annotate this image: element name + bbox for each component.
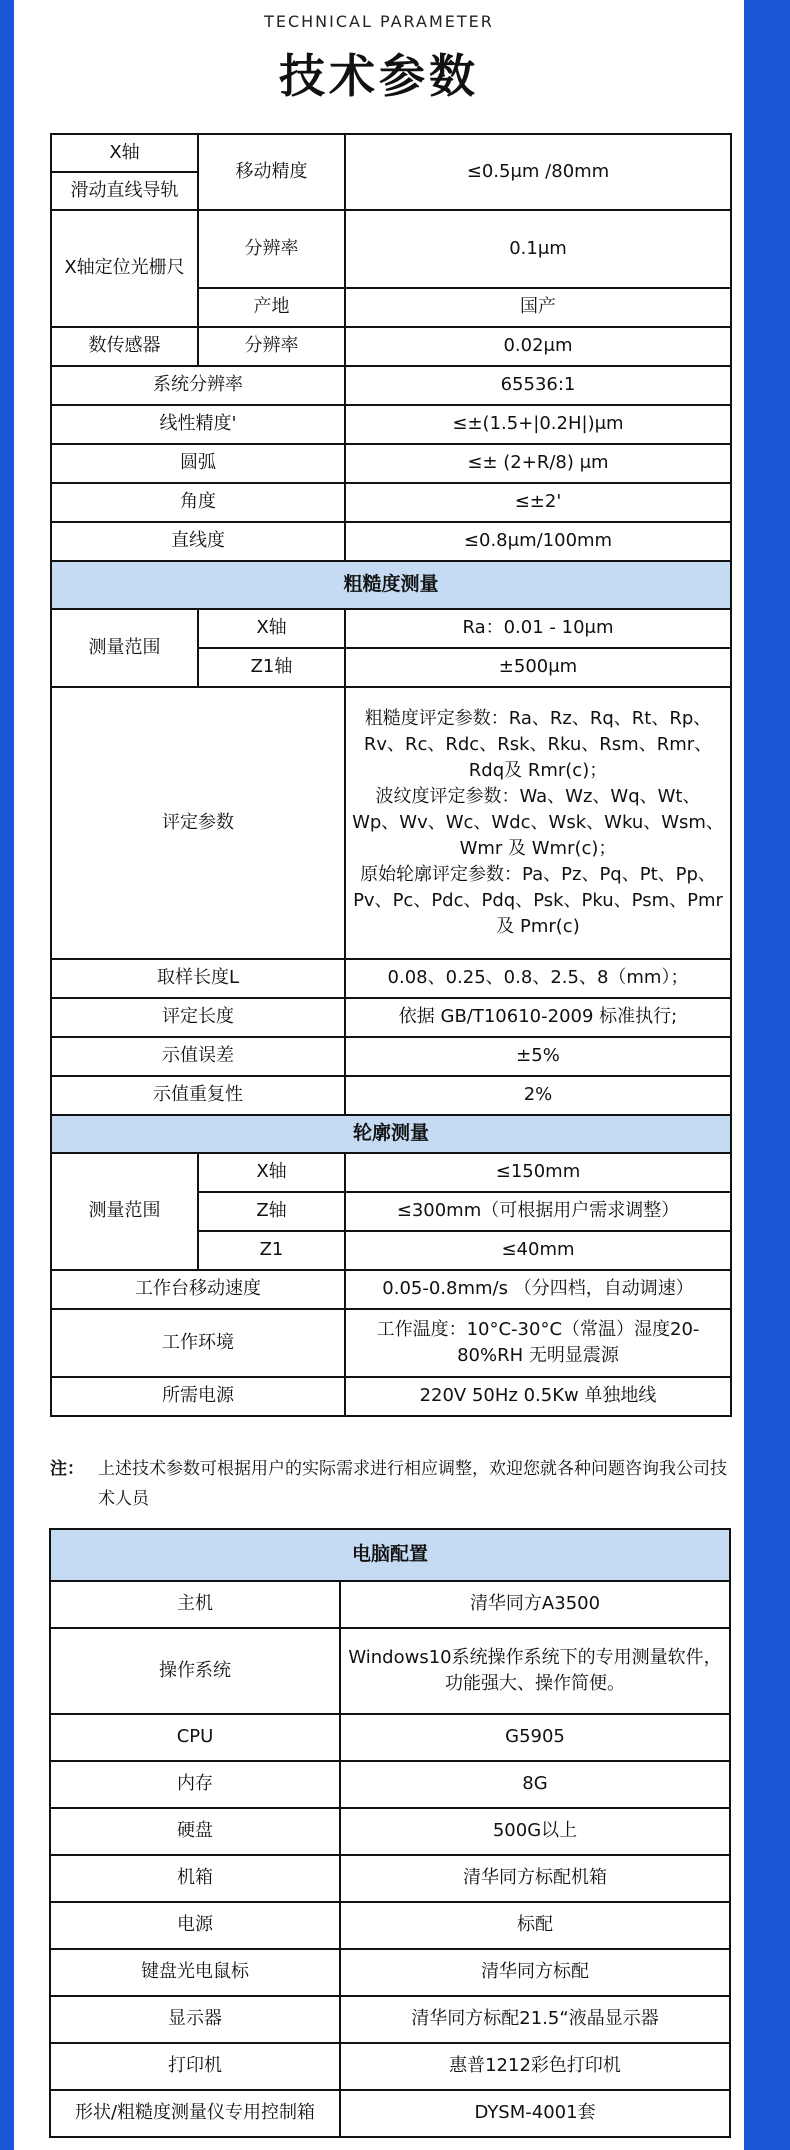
pc-section-title: 电脑配置	[50, 1529, 730, 1581]
pc-row-value: 惠普1212彩色打印机	[340, 2043, 730, 2090]
origin-value: 国产	[345, 288, 731, 327]
guide-label: 滑动直线导轨	[51, 172, 198, 210]
contour-z1-value: ≤40mm	[345, 1231, 731, 1270]
pc-row-label: 打印机	[50, 2043, 340, 2090]
eval-params-cell	[345, 687, 731, 959]
pc-row-value: 8G	[340, 1761, 730, 1808]
straightness-value: ≤0.8μm/100mm	[345, 522, 731, 561]
contour-x-value: ≤150mm	[345, 1153, 731, 1192]
sample-length-label: 取样长度L	[51, 959, 345, 998]
page-title: 技术参数	[279, 49, 479, 103]
pc-row-value: 清华同方标配	[340, 1949, 730, 1996]
grating-label: X轴定位光栅尺	[51, 210, 198, 327]
arc-value: ≤± (2+R/8) μm	[345, 444, 731, 483]
speed-value: 0.05-0.8mm/s （分四档，自动调速）	[345, 1270, 731, 1309]
eval-params-label: 评定参数	[51, 687, 345, 959]
sample-length-value: 0.08、0.25、0.8、2.5、8（mm）；	[345, 959, 731, 998]
contour-z-value: ≤300mm（可根据用户需求调整）	[345, 1192, 731, 1231]
eval-roughness-text: 粗糙度评定参数：Ra、Rz、Rq、Rt、Rp、Rv、Rc、Rdc、Rsk、Rku、Rsm、Rmr、Rdq及 Rmr(c)；	[363, 707, 713, 781]
contour-range-label: 测量范围	[51, 1153, 198, 1270]
pc-config-table	[49, 1528, 731, 2138]
pc-row-label: 键盘光电鼠标	[50, 1949, 340, 1996]
eval-length-value: 依据 GB/T10610-2009 标准执行;	[345, 998, 731, 1037]
env-label: 工作环境	[51, 1309, 345, 1377]
pc-row-label: 硬盘	[50, 1808, 340, 1855]
power-value: 220V 50Hz 0.5Kw 单独地线	[345, 1377, 731, 1416]
angle-label: 角度	[51, 483, 345, 522]
pc-row-label: 操作系统	[50, 1628, 340, 1714]
pc-row-value: G5905	[340, 1714, 730, 1761]
pc-row-value: 清华同方标配21.5“液晶显示器	[340, 1996, 730, 2043]
move-accuracy-label: 移动精度	[198, 134, 345, 210]
contour-z1-label: Z1	[198, 1231, 345, 1270]
pc-row-label: 机箱	[50, 1855, 340, 1902]
contour-section-title: 轮廓测量	[51, 1115, 731, 1153]
contour-z-label: Z轴	[198, 1192, 345, 1231]
pc-row-label: 形状/粗糙度测量仪专用控制箱	[50, 2090, 340, 2137]
system-resolution-value: 65536:1	[345, 366, 731, 405]
roughness-range-label: 测量范围	[51, 609, 198, 687]
error-label: 示值误差	[51, 1037, 345, 1076]
pc-row-label: 显示器	[50, 1996, 340, 2043]
sensor-label: 数传感器	[51, 327, 198, 366]
page-subtitle: TECHNICAL PARAMETER	[264, 12, 494, 31]
straightness-label: 直线度	[51, 522, 345, 561]
power-label: 所需电源	[51, 1377, 345, 1416]
linearity-label: 线性精度'	[51, 405, 345, 444]
roughness-x-label: X轴	[198, 609, 345, 648]
pc-row-value: Windows10系统操作系统下的专用测量软件，功能强大、操作简便。	[340, 1628, 730, 1714]
linearity-value: ≤±(1.5+|0.2H|)μm	[345, 405, 731, 444]
sensor-resolution-label: 分辨率	[198, 327, 345, 366]
roughness-z1-label: Z1轴	[198, 648, 345, 687]
repeat-value: 2%	[345, 1076, 731, 1115]
contour-x-label: X轴	[198, 1153, 345, 1192]
pc-row-label: CPU	[50, 1714, 340, 1761]
origin-label: 产地	[198, 288, 345, 327]
note-head: 注：	[50, 1459, 84, 1479]
eval-waviness-text: 波纹度评定参数：Wa、Wz、Wq、Wt、Wp、Wv、Wc、Wdc、Wsk、Wku、Wsm、Wmr 及 Wmr(c)；	[352, 785, 724, 860]
x-axis-label: X轴	[51, 134, 198, 172]
angle-value: ≤±2'	[345, 483, 731, 522]
move-accuracy-value: ≤0.5μm /80mm	[345, 134, 731, 210]
repeat-label: 示值重复性	[51, 1076, 345, 1115]
system-resolution-label: 系统分辨率	[51, 366, 345, 405]
pc-row-label: 内存	[50, 1761, 340, 1808]
speed-label: 工作台移动速度	[51, 1270, 345, 1309]
roughness-z1-value: ±500μm	[345, 648, 731, 687]
note	[50, 1455, 730, 1515]
pc-row-value: 500G以上	[340, 1808, 730, 1855]
eval-length-label: 评定长度	[51, 998, 345, 1037]
grating-resolution-label: 分辨率	[198, 210, 345, 288]
env-value: 工作温度：10°C-30°C（常温）湿度20-80%RH 无明显震源	[345, 1309, 731, 1377]
sensor-resolution-value: 0.02μm	[345, 327, 731, 366]
pc-row-value: 标配	[340, 1902, 730, 1949]
grating-resolution-value: 0.1μm	[345, 210, 731, 288]
roughness-x-value: Ra：0.01 - 10μm	[345, 609, 731, 648]
roughness-section-title: 粗糙度测量	[51, 561, 731, 609]
eval-primary-text: 原始轮廓评定参数：Pa、Pz、Pq、Pt、Pp、Pv、Pc、Pdc、Pdq、Psk、Pku、Psm、Pmr 及 Pmr(c)	[353, 864, 723, 938]
pc-row-value: DYSM-4001套	[340, 2090, 730, 2137]
pc-row-value: 清华同方A3500	[340, 1581, 730, 1628]
spec-table	[50, 133, 732, 1417]
error-value: ±5%	[345, 1037, 731, 1076]
arc-label: 圆弧	[51, 444, 345, 483]
pc-row-label: 电源	[50, 1902, 340, 1949]
pc-row-label: 主机	[50, 1581, 340, 1628]
note-body: 上述技术参数可根据用户的实际需求进行相应调整，欢迎您就各种问题咨询我公司技术人员	[98, 1459, 727, 1509]
pc-row-value: 清华同方标配机箱	[340, 1855, 730, 1902]
